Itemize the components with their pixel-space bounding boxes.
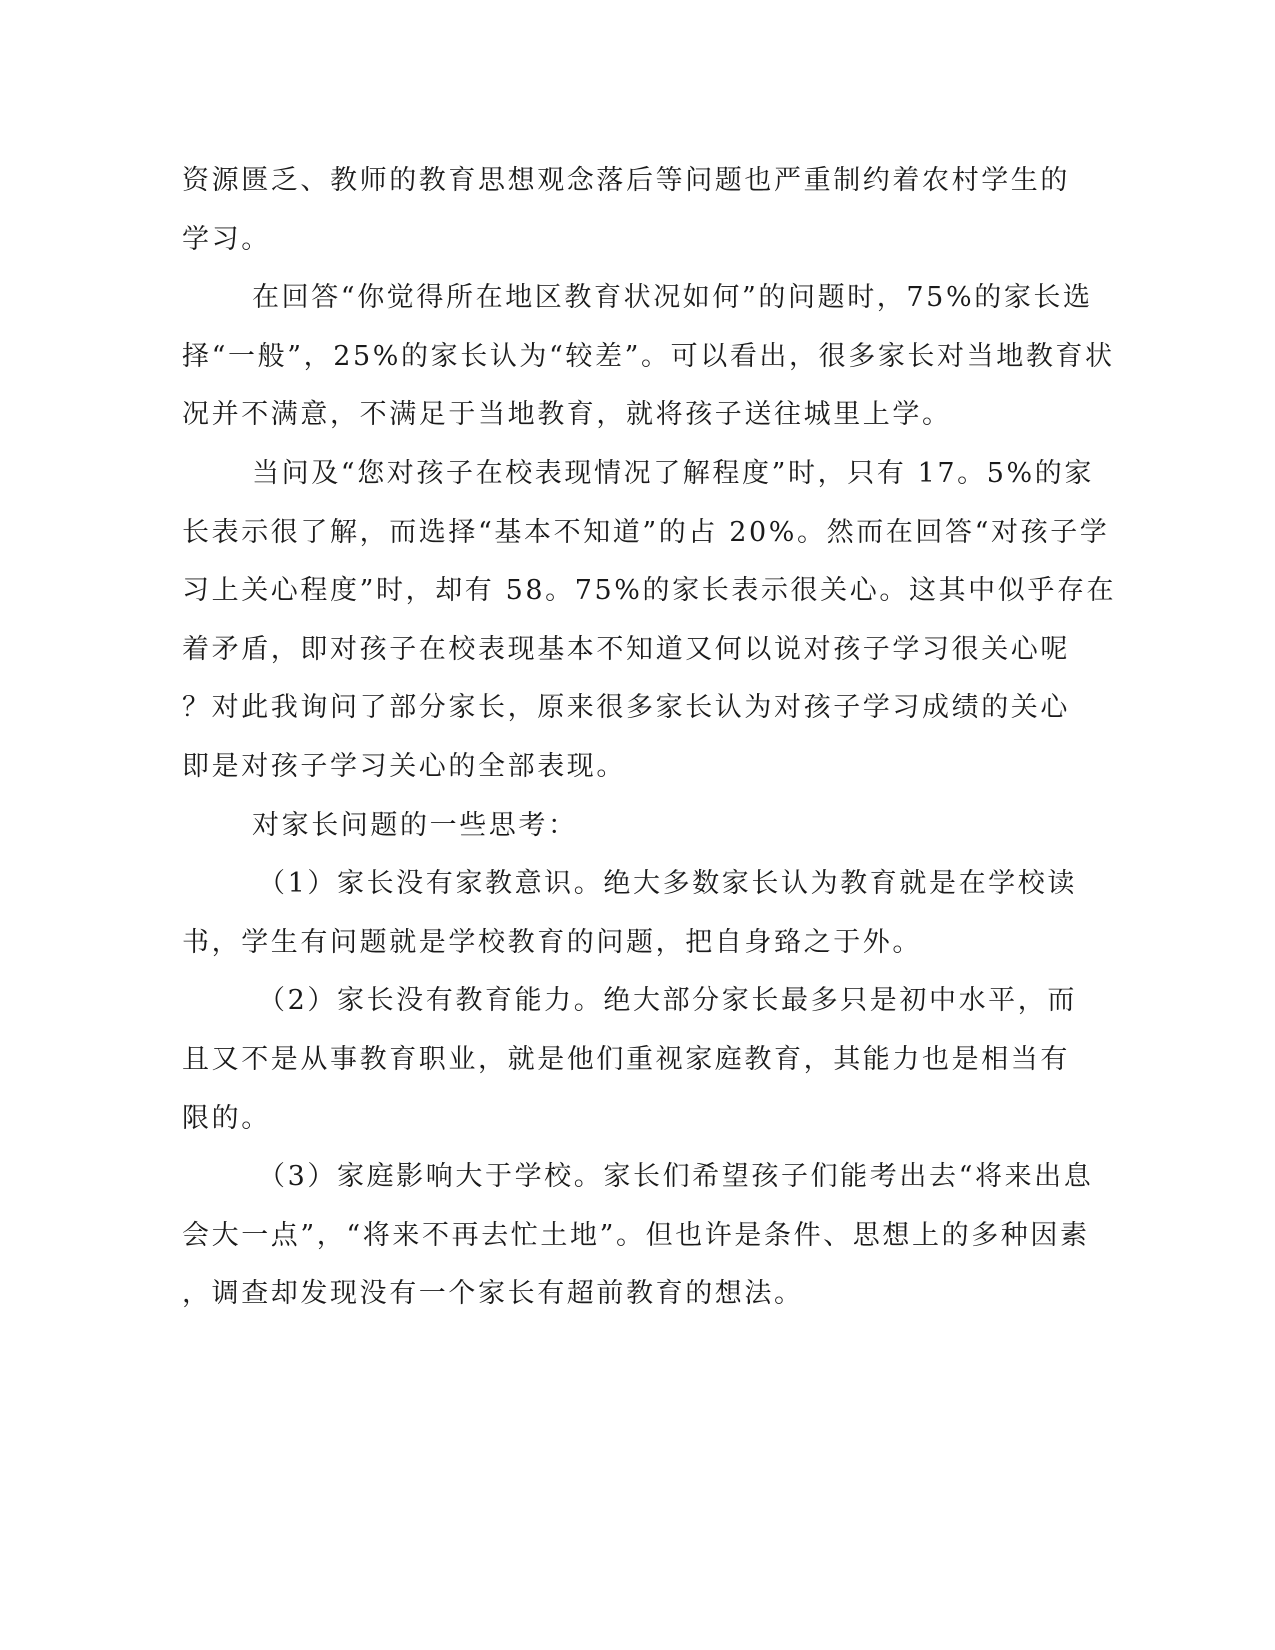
text-line-1: 资源匮乏、教师的教育思想观念落后等问题也严重制约着农村学生的: [182, 165, 1070, 196]
text-line-11: 即是对孩子学习关心的全部表现。: [182, 751, 626, 782]
text-line-16: 且又不是从事教育职业，就是他们重视家庭教育，其能力也是相当有: [182, 1044, 1070, 1075]
text-line-3: 在回答“你觉得所在地区教育状况如何”的问题时，75%的家长选: [252, 282, 1093, 313]
text-line-7: 长表示很了解，而选择“基本不知道”的占 20%。然而在回答“对孩子学: [182, 517, 1110, 548]
text-line-15: （2）家长没有教育能力。绝大部分家长最多只是初中水平，而: [258, 985, 1077, 1016]
text-line-19: 会大一点”，“将来不再去忙土地”。但也许是条件、思想上的多种因素: [182, 1220, 1090, 1251]
text-line-8: 习上关心程度”时，却有 58。75%的家长表示很关心。这其中似乎存在: [182, 575, 1117, 606]
text-line-2: 学习。: [182, 224, 271, 255]
text-line-13: （1）家长没有家教意识。绝大多数家长认为教育就是在学校读: [258, 868, 1077, 899]
text-line-5: 况并不满意，不满足于当地教育，就将孩子送往城里上学。: [182, 399, 952, 430]
text-line-9: 着矛盾，即对孩子在校表现基本不知道又何以说对孩子学习很关心呢: [182, 634, 1070, 665]
text-line-12: 对家长问题的一些思考：: [252, 810, 578, 841]
text-line-10: ？对此我询问了部分家长，原来很多家长认为对孩子学习成绩的关心: [182, 692, 1070, 723]
text-line-4: 择“一般”，25%的家长认为“较差”。可以看出，很多家长对当地教育状: [182, 341, 1115, 372]
text-line-20: ，调查却发现没有一个家长有超前教育的想法。: [182, 1278, 804, 1309]
text-line-6: 当问及“您对孩子在校表现情况了解程度”时，只有 17。5%的家: [252, 458, 1094, 489]
text-line-17: 限的。: [182, 1103, 271, 1134]
text-line-14: 书，学生有问题就是学校教育的问题，把自身臵之于外。: [182, 927, 922, 958]
text-line-18: （3）家庭影响大于学校。家长们希望孩子们能考出去“将来出息: [258, 1161, 1094, 1192]
